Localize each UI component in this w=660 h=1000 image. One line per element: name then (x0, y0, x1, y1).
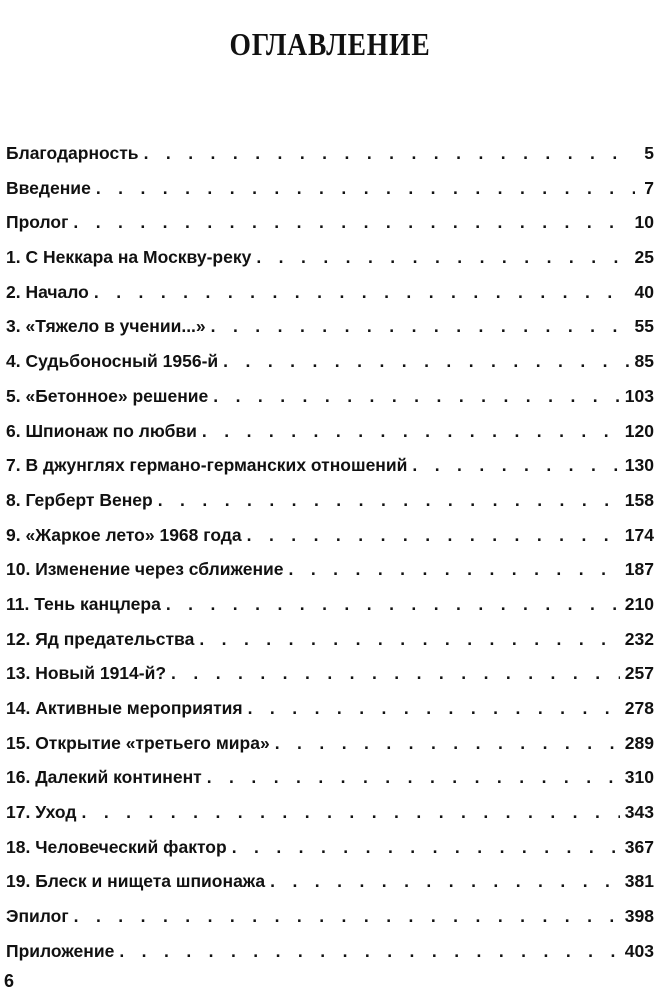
toc-entry-page: 210 (624, 593, 654, 614)
toc-entry (6, 171, 654, 206)
toc-entry-page: 367 (624, 836, 654, 857)
dot-leader (158, 483, 620, 518)
toc-entry-title: 9. «Жаркое лето» 1968 года (6, 524, 242, 545)
toc-entry (6, 656, 654, 691)
toc-entry-title: Благодарность (6, 143, 139, 163)
toc-entry (6, 899, 654, 934)
dot-leader (207, 760, 620, 795)
dot-leader (119, 934, 619, 969)
toc-entry-title: 10. Изменение через сближение (6, 559, 284, 580)
dot-leader (96, 171, 635, 206)
toc-entry (6, 518, 654, 553)
toc-entry-title: 3. «Тяжело в учении...» (6, 316, 206, 337)
toc-entry-title: Пролог (6, 212, 69, 233)
dot-leader (289, 552, 620, 587)
dot-leader (412, 448, 619, 483)
toc-entry (6, 275, 654, 310)
dot-leader (202, 414, 620, 449)
toc-entry-title: 19. Блеск и нищета шпионажа (6, 871, 266, 892)
dot-leader (223, 344, 629, 379)
toc-entry-title: 7. В джунглях германо-германских отношений (6, 455, 408, 476)
toc-entry (6, 795, 654, 830)
toc-entry-page: 10 (634, 212, 654, 233)
toc-entry-title: 5. «Бетонное» решение (6, 385, 209, 406)
dot-leader (199, 622, 619, 657)
dot-leader (213, 379, 620, 414)
toc-entry-page: 174 (624, 524, 654, 545)
toc-entry (6, 622, 654, 657)
dot-leader (211, 309, 630, 344)
toc-entry-page: 40 (634, 281, 654, 302)
toc-entry (6, 240, 654, 275)
toc-entry (6, 483, 654, 518)
toc-entry-page: 343 (624, 802, 654, 823)
toc-entry-title: 6. Шпионаж по любви (6, 420, 197, 441)
dot-leader (82, 795, 620, 830)
toc-entry-title: 13. Новый 1914-й? (6, 663, 167, 684)
dot-leader (270, 864, 620, 899)
dot-leader (275, 726, 620, 761)
toc-entry (6, 344, 654, 379)
dot-leader (247, 518, 620, 553)
toc-entry-title: Эпилог (6, 906, 69, 927)
toc-entry-page: 85 (634, 351, 654, 372)
toc-entry (6, 414, 654, 449)
toc-entry-page: 7 (644, 177, 654, 198)
toc-entry-page: 103 (624, 385, 654, 406)
page-title: ОГЛАВЛЕНИЕ (229, 26, 431, 63)
toc-entry-page: 381 (624, 871, 654, 892)
toc-entry-title: 17. Уход (6, 802, 77, 823)
toc-entry-title: 15. Открытие «третьего мира» (6, 732, 270, 753)
toc-entry-page: 130 (624, 455, 654, 476)
toc-entry (6, 760, 654, 795)
toc-entry-title: 12. Яд предательства (6, 628, 195, 649)
toc-entry-title: 11. Тень канцлера (6, 593, 161, 614)
toc-entry (6, 309, 654, 344)
toc-entry (6, 205, 654, 240)
toc-entry (6, 864, 654, 899)
toc-entry (6, 552, 654, 587)
dot-leader (94, 275, 630, 310)
toc-entry-page: 257 (624, 663, 654, 684)
toc-entry-page: 232 (624, 628, 654, 649)
toc-entry-page: 25 (634, 247, 654, 268)
dot-leader (171, 656, 620, 691)
toc-entry-page: 278 (624, 698, 654, 718)
toc-entry (6, 379, 654, 414)
toc-entry-title: 16. Далекий континент (6, 767, 202, 788)
dot-leader (248, 691, 620, 726)
dot-leader (232, 830, 620, 865)
toc-entry-page: 158 (624, 489, 654, 510)
toc-entry-page: 310 (624, 767, 654, 788)
toc-entry-page: 5 (644, 143, 654, 163)
dot-leader (256, 240, 629, 275)
dot-leader (166, 587, 620, 622)
toc-entry-page: 187 (624, 559, 654, 580)
dot-leader (73, 205, 629, 240)
page-number: 6 (4, 971, 15, 991)
toc-entry (6, 830, 654, 865)
table-of-contents (6, 136, 654, 969)
toc-entry-title: 14. Активные мероприятия (6, 698, 243, 718)
toc-entry-title: 4. Судьбоносный 1956-й (6, 351, 219, 372)
toc-entry (6, 691, 654, 726)
toc-entry-page: 403 (624, 940, 654, 961)
toc-entry-title: 8. Герберт Венер (6, 489, 153, 510)
toc-entry (6, 136, 654, 171)
toc-entry-title: Введение (6, 177, 91, 198)
toc-entry-title: 18. Человеческий фактор (6, 836, 227, 857)
toc-entry-page: 55 (634, 316, 654, 337)
toc-entry (6, 726, 654, 761)
toc-entry-page: 120 (624, 420, 654, 441)
toc-entry-title: Приложение (6, 940, 115, 961)
toc-entry (6, 448, 654, 483)
dot-leader (144, 136, 635, 171)
toc-entry-title: 1. С Неккара на Москву-реку (6, 247, 252, 268)
toc-entry-title: 2. Начало (6, 281, 89, 302)
toc-entry (6, 587, 654, 622)
toc-entry (6, 934, 654, 969)
toc-entry-page: 398 (624, 906, 654, 927)
toc-entry-page: 289 (624, 732, 654, 753)
dot-leader (74, 899, 620, 934)
